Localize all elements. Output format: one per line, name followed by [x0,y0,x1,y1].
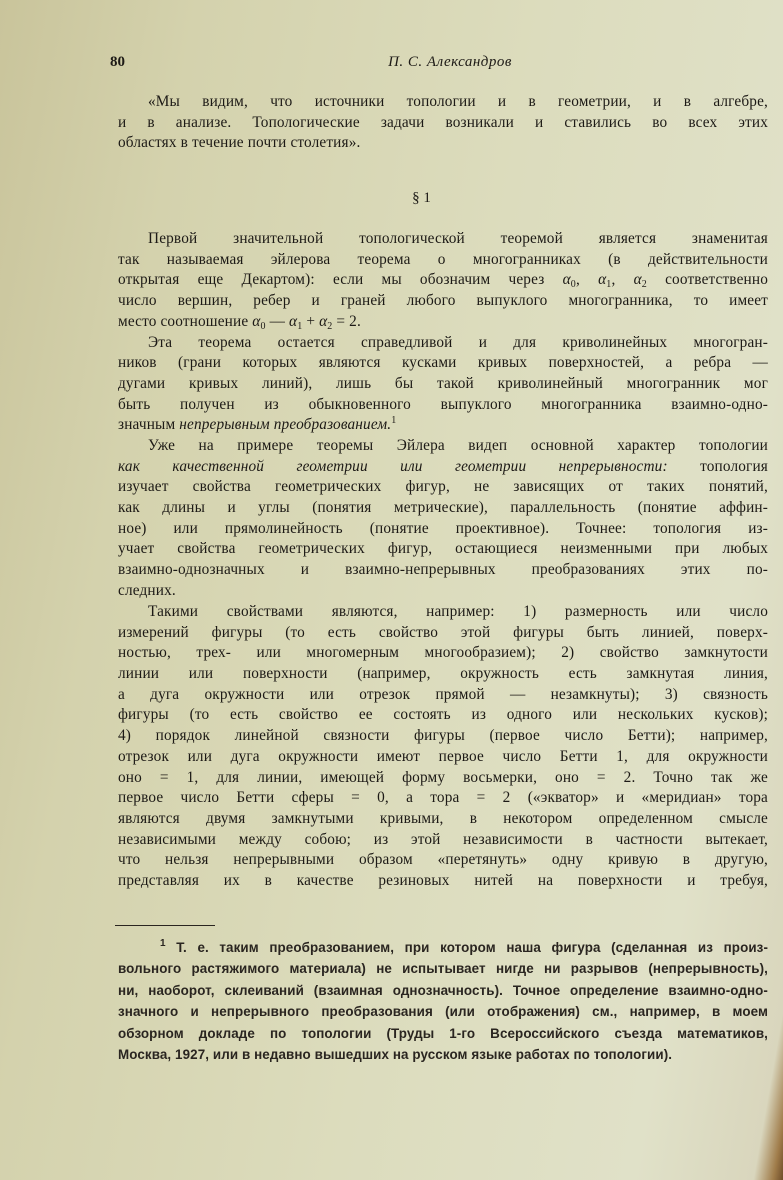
footnote-line: Москва, 1927, или в недавно вышедших на русском языке работах по топологии). [118,1046,673,1062]
footnote-line: значного и непрерывного преобразования (или отображения) см., например, в моем [118,1004,768,1020]
text-line-with-italic [118,415,768,436]
text-line: так называемая эйлерова теорема о многогранниках (в действительности [118,250,768,268]
subscript: 1 [606,279,612,291]
text-line: Эта теорема остается справедливой и для криволинейных многогран- [148,333,768,351]
section-heading: § 1 [412,190,431,206]
page-number: 80 [110,54,125,70]
text-line: «Мы видим, что источники топологии и в геометрии, и в алгебре, [148,93,768,110]
math-alpha: α [633,271,642,289]
footnote-reference[interactable]: 1 [391,415,397,427]
text-line: 4) порядок линейной связности фигуры (первое число Бетти); например, [118,727,768,745]
text-line: линии или поверхности (например, окружность есть замкнутая линия, [118,665,768,683]
euler-formula-line [118,312,768,333]
text-line: независимыми между собою; из этой независимости в частности вытекает, [118,830,768,848]
text-line: оно = 1, для линии, имеющей форму восьмерки, оно = 2. Точно так же [118,768,768,786]
text-line: Такими свойствами являются, например: 1) размерность или число [148,603,768,620]
text-line: областях в течение почти столетия». [118,134,361,152]
italic-emphasis: как качественной геометрии или геометрии непрерывности: [118,457,668,475]
text-line: являются двумя замкнутыми кривыми, в некотором определенном смысле [118,809,768,827]
text-run: соответственно [646,271,768,289]
footnote-marker: 1 [160,938,166,949]
text-line: а дуга окружности или отрезок прямой — незамкнуты); 3) связность [118,685,768,703]
footnote-line: ни, наоборот, склеиваний (взаимная однозначность). Точное определение взаимно-одно- [118,982,768,998]
text-run: , [575,271,599,289]
paragraph-topology-character [118,436,768,602]
quote-block [118,92,768,154]
running-head-author: П. С. Александров [388,54,512,70]
text-line: быть получен из обыкновенного выпуклого многогранника взаимно-одно- [118,395,768,413]
text-line: что нельзя непрерывными образом «перетянуть» одну кривую в другую, [118,851,768,869]
math-alpha: α [252,312,261,330]
text-line-with-math [118,270,768,291]
text-line: первое число Бетти сферы = 0, а тора = 2 («экватор» и «меридиан» тора [118,789,768,807]
text-line: и в анализе. Топологические задачи возникали и ставились во всех этих [118,113,768,131]
text-run: Т. е. таким преобразованием, при котором наша фигура (сделанная из произ- [176,940,768,955]
paragraph-euler-theorem [118,229,768,332]
minus-sign: — [265,312,290,330]
text-line: измерений фигуры (то есть свойство этой фигуры быть линией, поверх- [118,623,768,641]
footnote [118,937,768,1065]
plus-sign: + [302,312,320,330]
paragraph-topological-properties [118,602,768,892]
text-line: число вершин, ребер и граней любого выпуклого многогранника, то имеет [118,292,768,310]
page-header [110,52,770,74]
text-line: ное) или прямолинейность (понятие проективное). Точнее: топология из- [118,519,768,537]
footnote-line: обзорном докладе по топологии (Труды 1-го Всероссийского съезда математиков, [118,1025,768,1041]
text-run: открытая еще Декартом): если мы обозначим через [118,271,563,289]
footnote-line: вольного растяжимого материала) не испытывает нигде ни разрывов (непрерывность), [118,961,768,977]
paragraph-curvilinear [118,333,768,436]
subscript: 0 [570,279,576,291]
text-line: ников (грани которых являются кусками кривых поверхностей, а ребра — [118,354,768,372]
subscript: 2 [327,320,333,332]
text-line: ностью, трех- или многомерным многообразием); 2) свойство замкнутости [118,644,768,662]
text-line: изучает свойства геометрических фигур, не зависящих от таких понятий, [118,478,768,496]
math-alpha: α [289,312,298,330]
subscript: 1 [297,320,303,332]
text-line: Первой значительной топологической теоремой является знаменитая [148,230,768,247]
subscript: 2 [641,279,647,291]
italic-emphasis: непрерывным преобразованием. [179,416,392,434]
footnote-separator [115,925,215,926]
equals-two: = 2. [332,312,361,330]
text-line: взаимно-однозначных и взаимно-непрерывных преобразованиях этих по- [118,561,768,579]
text-run: топология [667,457,768,475]
text-line: представляя их в качестве резиновых нитей на поверхности и требуя, [118,871,768,889]
text-run: , [611,271,634,289]
text-line: учает свойства геометрических фигур, остающиеся неизменными при любых [118,540,768,558]
math-alpha: α [562,271,571,289]
text-line: фигуры (то есть свойство ее состоять из одного или нескольких кусков); [118,706,768,724]
text-line: следних. [118,581,176,599]
math-alpha: α [319,312,328,330]
text-line: как длины и углы (понятия метрические), параллельность (понятие аффин- [118,499,768,517]
subscript: 0 [260,320,266,332]
text-run: место соотношение [118,312,253,330]
text-line-with-italic [118,457,768,478]
text-line: дугами кривых линий), лишь бы такой криволинейный многогранник мог [118,374,768,392]
text-line: Уже на примере теоремы Эйлера видеп основной характер топологии [148,437,768,454]
footnote-line [118,937,768,958]
math-alpha: α [598,271,607,289]
text-line: отрезок или дуга окружности имеют первое число Бетти 1, для окружности [118,747,768,765]
text-run: значным [118,416,180,434]
